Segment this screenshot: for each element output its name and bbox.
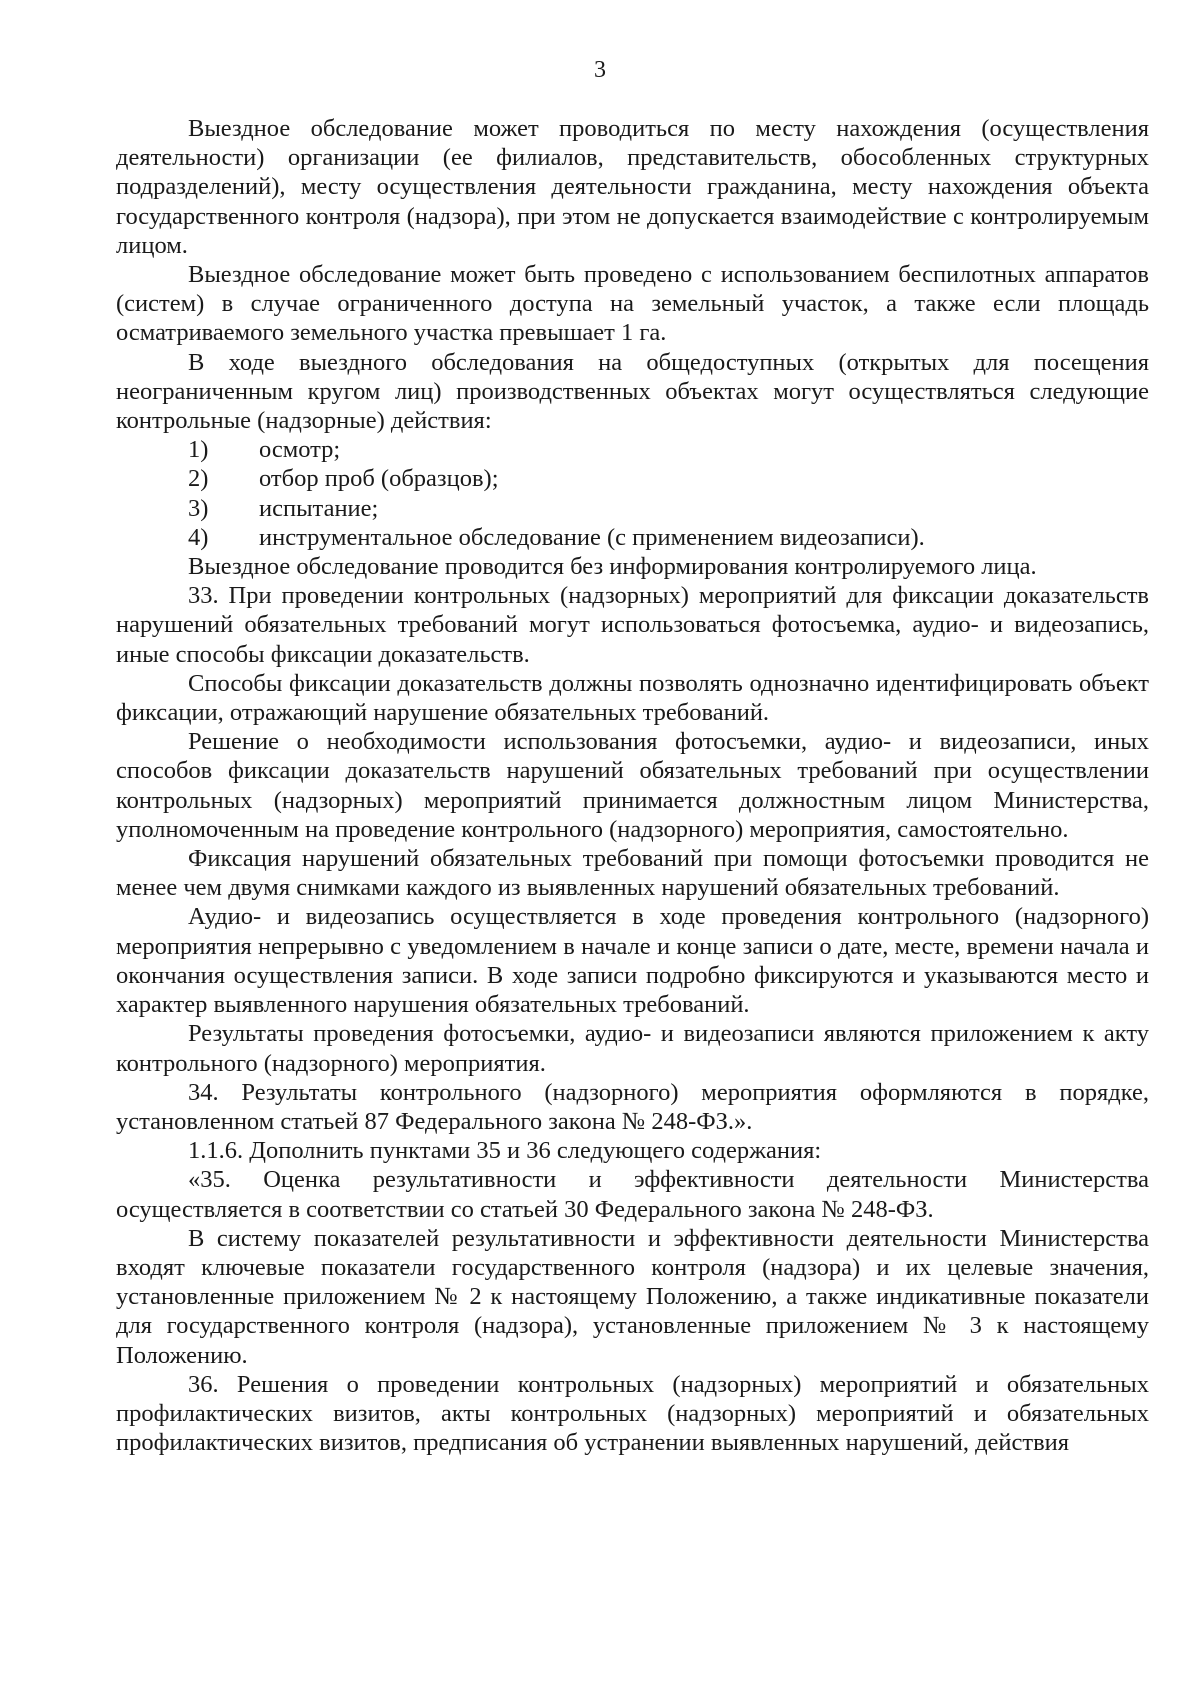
- paragraph: Выездное обследование может быть проведено с использованием беспилотных аппаратов (систем) в случае ограниченного доступа на земельный участок, а также если площадь осматриваемого земельного участка превышает 1 га.: [116, 261, 1149, 347]
- list-item-number: 4): [188, 523, 209, 551]
- paragraph: Фиксация нарушений обязательных требований при помощи фотосъемки проводится не менее чем двумя снимками каждого из выявленных нарушений обязательных требований.: [116, 845, 1149, 902]
- list-item-number: 1): [188, 436, 209, 464]
- list-item: [116, 494, 1149, 523]
- paragraph: 33. При проведении контрольных (надзорных) мероприятий для фиксации доказательств нарушений обязательных требований могут использоваться фотосъемка, аудио- и видеозапись, иные способы фиксации доказательств.: [116, 582, 1149, 668]
- paragraph: Выездное обследование может проводиться по месту нахождения (осуществления деятельности) организации (ее филиалов, представительств, обособленных структурных подразделений), месту осуществления деятельности гражданина, месту нахождения объекта государственного контроля (надзора), при этом не допускается взаимодействие с контролируемым лицом.: [116, 115, 1149, 259]
- list-item-number: 2): [188, 465, 209, 493]
- page-number: 3: [594, 57, 606, 83]
- list-item: [116, 435, 1149, 464]
- list-item-text: испытание;: [259, 494, 379, 522]
- paragraph: 36. Решения о проведении контрольных (надзорных) мероприятий и обязательных профилактических визитов, акты контрольных (надзорных) мероприятий и обязательных профилактических визитов, предписания об устранении выявленных нарушений, действия: [116, 1370, 1149, 1457]
- list-item-text: осмотр;: [259, 436, 341, 464]
- list-item-number: 3): [188, 494, 209, 522]
- paragraph: Выездное обследование проводится без информирования контролируемого лица.: [188, 553, 1037, 581]
- list-item-text: отбор проб (образцов);: [259, 465, 499, 493]
- list-item-text: инструментальное обследование (с применением видеозаписи).: [259, 523, 925, 551]
- list-item: [116, 523, 1149, 552]
- paragraph: Решение о необходимости использования фотосъемки, аудио- и видеозаписи, иных способов фиксации доказательств нарушений обязательных требований при осуществлении контрольных (надзорных) мероприятий принимается должностным лицом Министерства, уполномоченным на проведение контрольного (надзорного) мероприятия, самостоятельно.: [116, 728, 1149, 843]
- paragraph: Результаты проведения фотосъемки, аудио- и видеозаписи являются приложением к акту контрольного (надзорного) мероприятия.: [116, 1020, 1149, 1077]
- paragraph: 34. Результаты контрольного (надзорного) мероприятия оформляются в порядке, установленном статьей 87 Федерального закона № 248-ФЗ.».: [116, 1078, 1149, 1135]
- paragraph: 1.1.6. Дополнить пунктами 35 и 36 следующего содержания:: [188, 1137, 822, 1165]
- paragraph: В ходе выездного обследования на общедоступных (открытых для посещения неограниченным кругом лиц) производственных объектах могут осуществляться следующие контрольные (надзорные) действия:: [116, 348, 1149, 435]
- paragraph: В систему показателей результативности и эффективности деятельности Министерства входят ключевые показатели государственного контроля (надзора) и их целевые значения, установленные приложением № 2 к настоящему Положению, а также индикативные показатели для государственного контроля (надзора), установленные приложением № 3 к настоящему Положению.: [116, 1224, 1149, 1369]
- list-item: [116, 464, 1149, 493]
- paragraph: Аудио- и видеозапись осуществляется в ходе проведения контрольного (надзорного) мероприятия непрерывно с уведомлением в начале и конце записи о дате, месте, времени начала и окончания осуществления записи. В ходе записи подробно фиксируются и указываются место и характер выявленного нарушения обязательных требований.: [116, 903, 1149, 1019]
- paragraph: Способы фиксации доказательств должны позволять однозначно идентифицировать объект фиксации, отражающий нарушение обязательных требований.: [116, 669, 1149, 727]
- paragraph: «35. Оценка результативности и эффективности деятельности Министерства осуществляется в соответствии со статьей 30 Федерального закона № 248-ФЗ.: [116, 1166, 1149, 1223]
- document-body: [116, 114, 1149, 1457]
